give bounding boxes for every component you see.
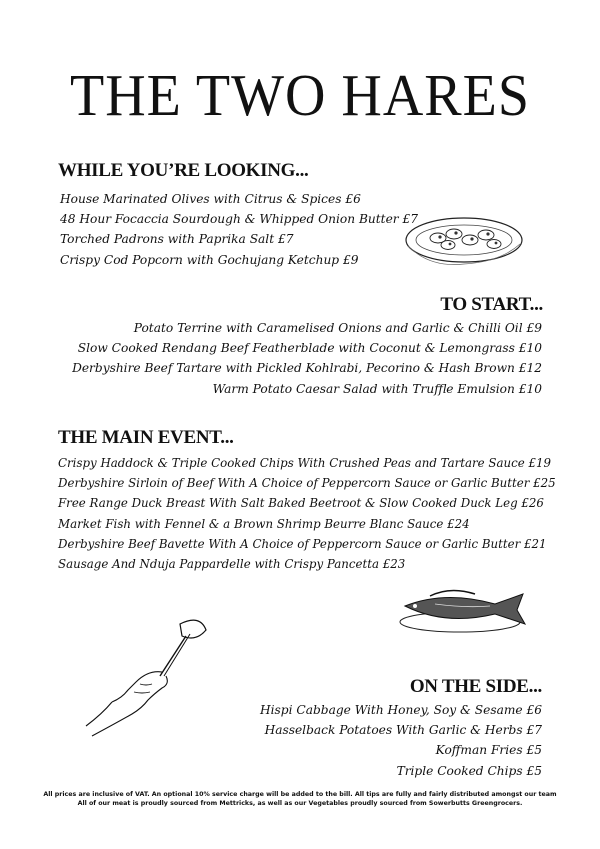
menu-item: Potato Terrine with Caramelised Onions and Garlic & Chilli Oil £9 bbox=[133, 321, 542, 335]
menu-item: Warm Potato Caesar Salad with Truffle Emulsion £10 bbox=[212, 381, 542, 396]
menu-item: Slow Cooked Rendang Beef Featherblade with Coconut & Lemongrass £10 bbox=[77, 341, 542, 356]
fish-on-plate-illustration bbox=[375, 582, 545, 642]
menu-list-side bbox=[260, 700, 542, 781]
menu-item: Market Fish with Fennel & a Brown Shrimp Beurre Blanc Sauce £24 bbox=[58, 516, 470, 531]
menu-list-main bbox=[58, 453, 556, 574]
footer-line-service: All prices are inclusive of VAT. An optional 10% service charge will be added to the bill. All tips are fully and fairly distributed amongst our team bbox=[43, 791, 557, 798]
footer-notes bbox=[0, 790, 600, 808]
menu-item: Crispy Cod Popcorn with Gochujang Ketchup £9 bbox=[60, 252, 359, 267]
menu-list-looking bbox=[60, 189, 418, 270]
menu-item: Koffman Fries £5 bbox=[435, 743, 542, 758]
menu-list-start bbox=[72, 318, 542, 399]
footer-line-sourcing: All of our meat is proudly sourced from Mettricks, as well as our Vegetables proudly sourced from Sowerbutts Greengrocers. bbox=[77, 800, 523, 807]
menu-item: Crispy Haddock & Triple Cooked Chips With Crushed Peas and Tartare Sauce £19 bbox=[58, 456, 551, 470]
menu-item: 48 Hour Focaccia Sourdough & Whipped Onion Butter £7 bbox=[60, 212, 418, 227]
hand-holding-fork-illustration bbox=[82, 610, 222, 740]
menu-item: Derbyshire Sirloin of Beef With A Choice of Peppercorn Sauce or Garlic Butter £25 bbox=[58, 476, 556, 491]
menu-item: Torched Padrons with Paprika Salt £7 bbox=[60, 232, 294, 247]
section-heading-side: ON THE SIDE... bbox=[409, 676, 542, 697]
menu-item: Sausage And Nduja Pappardelle with Crispy Pancetta £23 bbox=[58, 557, 406, 572]
section-heading-looking: WHILE YOU’RE LOOKING... bbox=[58, 160, 309, 181]
restaurant-title: THE TWO HARES bbox=[70, 63, 530, 129]
menu-item: Hasselback Potatoes With Garlic & Herbs £7 bbox=[264, 723, 542, 738]
menu-item: Derbyshire Beef Tartare with Pickled Kohlrabi, Pecorino & Hash Brown £12 bbox=[72, 361, 542, 376]
menu-item: Triple Cooked Chips £5 bbox=[396, 763, 542, 778]
section-heading-main: THE MAIN EVENT... bbox=[58, 427, 234, 448]
olive-dish-illustration bbox=[400, 210, 530, 270]
menu-item: Hispi Cabbage With Honey, Soy & Sesame £6 bbox=[260, 703, 542, 717]
menu-item: House Marinated Olives with Citrus & Spices £6 bbox=[60, 192, 361, 206]
menu-item: Free Range Duck Breast With Salt Baked Beetroot & Slow Cooked Duck Leg £26 bbox=[58, 496, 544, 511]
section-heading-start: TO START... bbox=[440, 294, 543, 315]
menu-item: Derbyshire Beef Bavette With A Choice of Peppercorn Sauce or Garlic Butter £21 bbox=[58, 536, 547, 551]
